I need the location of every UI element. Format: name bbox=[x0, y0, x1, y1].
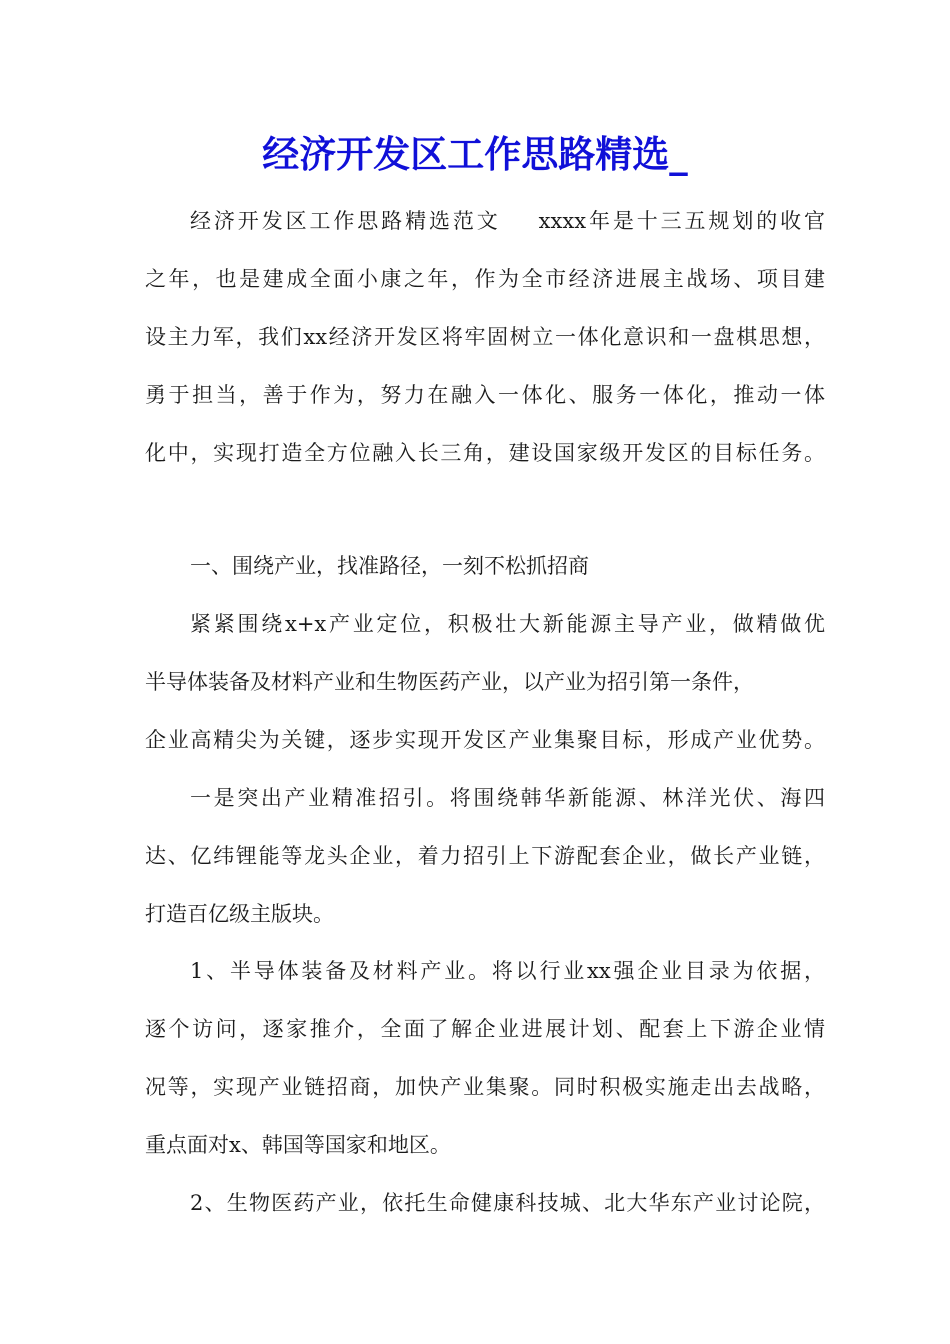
paragraph-line bbox=[190, 206, 825, 236]
paragraph-line: 化中，实现打造全方位融入长三角，建设国家级开发区的目标任务。 bbox=[145, 441, 825, 465]
section-heading: 一、围绕产业，找准路径，一刻不松抓招商 bbox=[190, 554, 589, 578]
intro-text: xxxx年是十三五规划的收官 bbox=[538, 209, 826, 233]
paragraph-line: 逐个访问，逐家推介，全面了解企业进展计划、配套上下游企业情 bbox=[145, 1017, 825, 1041]
paragraph-line: 打造百亿级主版块。 bbox=[145, 902, 334, 926]
paragraph-line: 一是突出产业精准招引。将围绕韩华新能源、林洋光伏、海四 bbox=[190, 786, 825, 810]
paragraph-line: 勇于担当，善于作为，努力在融入一体化、服务一体化，推动一体 bbox=[145, 383, 825, 407]
paragraph-line: 1、半导体装备及材料产业。将以行业xx强企业目录为依据， bbox=[190, 959, 825, 983]
paragraph-line: 半导体装备及材料产业和生物医药产业，以产业为招引第一条件， bbox=[145, 670, 754, 694]
paragraph-line: 紧紧围绕x+x产业定位，积极壮大新能源主导产业，做精做优 bbox=[190, 612, 825, 636]
paragraph-line: 设主力军，我们xx经济开发区将牢固树立一体化意识和一盘棋思想， bbox=[145, 325, 825, 349]
paragraph-line: 重点面对x、韩国等国家和地区。 bbox=[145, 1133, 451, 1157]
document-title: 经济开发区工作思路精选_ bbox=[262, 132, 688, 176]
paragraph-line: 况等，实现产业链招商，加快产业集聚。同时积极实施走出去战略， bbox=[145, 1075, 825, 1099]
paragraph-line: 2、生物医药产业，依托生命健康科技城、北大华东产业讨论院， bbox=[190, 1191, 825, 1215]
paragraph-line: 企业高精尖为关键，逐步实现开发区产业集聚目标，形成产业优势。 bbox=[145, 728, 825, 752]
paragraph-line: 达、亿纬锂能等龙头企业，着力招引上下游配套企业，做长产业链， bbox=[145, 844, 825, 868]
paragraph-line: 之年，也是建成全面小康之年，作为全市经济进展主战场、项目建 bbox=[145, 267, 825, 291]
intro-heading: 经济开发区工作思路精选范文 bbox=[190, 209, 501, 233]
